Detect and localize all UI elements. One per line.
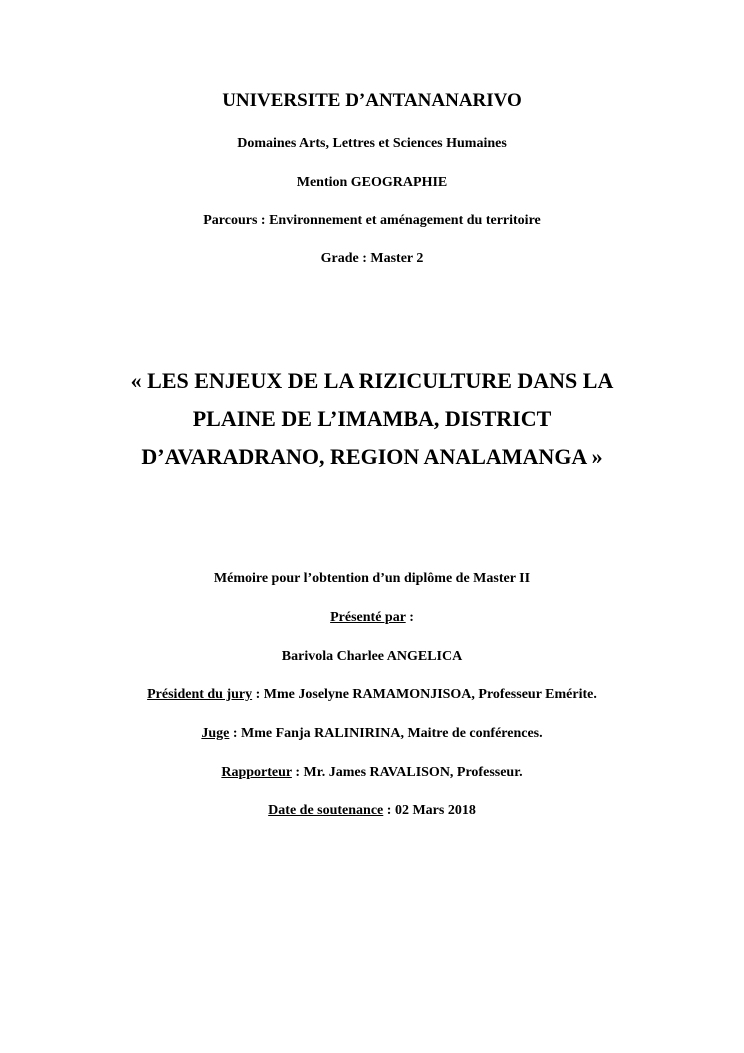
title-line-2: PLAINE DE L’IMAMBA, DISTRICT (192, 406, 552, 431)
jury-president-line (0, 687, 744, 703)
presented-by-line (0, 610, 744, 626)
rapporteur-line (0, 765, 744, 781)
presented-by-suffix: : (405, 610, 414, 625)
parcours-line: Parcours : Environnement et aménagement du territoire (203, 213, 541, 228)
university-name: UNIVERSITE D’ANTANANARIVO (222, 90, 522, 111)
judge-label: Juge (201, 726, 230, 741)
grade-line: Grade : Master 2 (320, 251, 424, 266)
judge-value: : Mme Fanja RALINIRINA, Maitre de conférences. (229, 726, 543, 741)
defense-date-value: : 02 Mars 2018 (383, 803, 476, 818)
domain-line: Domaines Arts, Lettres et Sciences Humaines (237, 136, 507, 151)
title-line-1: « LES ENJEUX DE LA RIZICULTURE DANS LA (130, 368, 614, 393)
presented-by-label: Présenté par (330, 610, 406, 625)
judge-line (0, 726, 744, 742)
jury-president-value: : Mme Joselyne RAMAMONJISOA, Professeur Emérite. (252, 687, 597, 702)
memoire-line: Mémoire pour l’obtention d’un diplôme de Master II (213, 571, 531, 586)
jury-president-label: Président du jury (147, 687, 253, 702)
defense-date-label: Date de soutenance (268, 803, 384, 818)
defense-date-line (0, 803, 744, 819)
title-line-3: D’AVARADRANO, REGION ANALAMANGA » (141, 444, 603, 469)
rapporteur-label: Rapporteur (221, 765, 292, 780)
rapporteur-value: : Mr. James RAVALISON, Professeur. (291, 765, 523, 780)
author-name: Barivola Charlee ANGELICA (281, 649, 463, 664)
mention-line: Mention GEOGRAPHIE (296, 175, 448, 190)
